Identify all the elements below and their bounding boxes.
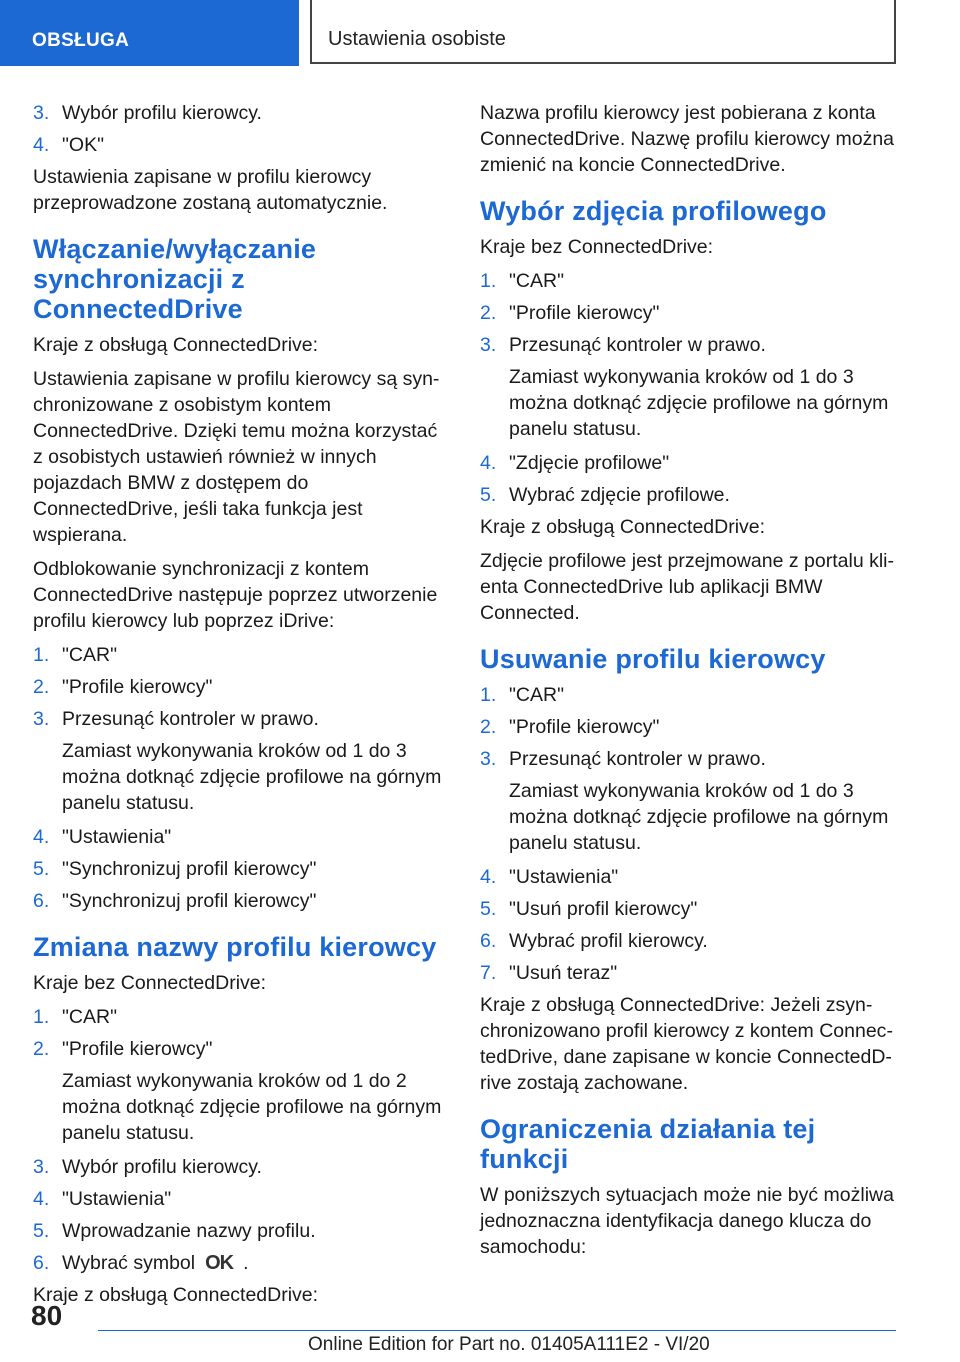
step-text: "CAR" xyxy=(62,644,118,666)
paragraph: Odblokowanie synchronizacji z kontem ConnectedDrive następuje poprzez utworzenie profilu kierowcy lub poprzez iDrive: xyxy=(33,558,438,632)
footer-edition: Online Edition for Part no. 01405A111E2 - VI/20 xyxy=(308,1334,710,1355)
paragraph: Kraje z obsługą ConnectedDrive: xyxy=(33,1284,319,1306)
paragraph: Ustawienia zapisane w profilu kierowcy są synchronizowane z osobistym kontem ConnectedDrive. Dzięki temu można korzystać z osobistych ustawień również w innych pojazdach BMW z dostępem do ConnectedDrive, jeśli taka funkcja jest wspierana. xyxy=(33,368,440,546)
list-item xyxy=(33,706,448,732)
step-number: 1. xyxy=(33,644,50,666)
step-number: 4. xyxy=(33,134,50,156)
step-text: "Usuń profil kierowcy" xyxy=(509,898,698,920)
list-item xyxy=(33,1036,448,1062)
step-text: Przesunąć kontroler w prawo. xyxy=(509,334,766,356)
step-number: 6. xyxy=(33,1252,50,1274)
list-item xyxy=(480,864,900,890)
list-item xyxy=(480,300,900,326)
step-number: 6. xyxy=(33,890,50,912)
step-number: 7. xyxy=(480,962,497,984)
section-heading-photo: Wybór zdjęcia profilowego xyxy=(480,196,827,226)
step-number: 4. xyxy=(480,452,497,474)
step-number: 2. xyxy=(33,1038,50,1060)
step-note: Zamiast wykonywania kroków od 1 do 2 można dotknąć zdjęcie profilowe na górnym panelu statusu. xyxy=(62,1070,442,1144)
step-text: "Profile kierowcy" xyxy=(509,716,660,738)
right-column xyxy=(480,100,900,1268)
list-item xyxy=(33,674,448,700)
paragraph: Kraje z obsługą ConnectedDrive: Jeżeli zsynchronizowano profil kierowcy z kontem ConnectedDrive, dane zapisane w koncie ConnectedDrive zostają zachowane. xyxy=(480,994,893,1094)
list-item xyxy=(480,682,900,708)
step-text: "Profile kierowcy" xyxy=(62,1038,213,1060)
step-text: Przesunąć kontroler w prawo. xyxy=(62,708,319,730)
list-item xyxy=(33,824,448,850)
step-text: Przesunąć kontroler w prawo. xyxy=(509,748,766,770)
step-number: 5. xyxy=(480,484,497,506)
paragraph: Zdjęcie profilowe jest przejmowane z portalu klienta ConnectedDrive lub aplikacji BMW Connected. xyxy=(480,550,895,624)
step-number: 3. xyxy=(480,334,497,356)
step-number: 4. xyxy=(33,826,50,848)
step-note: Zamiast wykonywania kroków od 1 do 3 można dotknąć zdjęcie profilowe na górnym panelu statusu. xyxy=(509,780,889,854)
list-item xyxy=(33,1154,448,1180)
list-item xyxy=(33,1250,448,1276)
paragraph: Kraje bez ConnectedDrive: xyxy=(480,236,714,258)
step-text: Wybrać zdjęcie profilowe. xyxy=(509,484,730,506)
list-item xyxy=(480,746,900,772)
ok-symbol-icon: OK xyxy=(205,1252,234,1274)
step-text-with-symbol xyxy=(62,1250,448,1276)
list-item xyxy=(480,714,900,740)
footer-divider xyxy=(98,1330,896,1331)
period: . xyxy=(243,1252,249,1274)
step-text: "Profile kierowcy" xyxy=(62,676,213,698)
step-text: "Synchronizuj profil kierowcy" xyxy=(62,890,317,912)
step-note: Zamiast wykonywania kroków od 1 do 3 można dotknąć zdjęcie profilowe na górnym panelu statusu. xyxy=(62,740,442,814)
list-item xyxy=(480,332,900,358)
list-item xyxy=(480,960,900,986)
step-number: 3. xyxy=(480,748,497,770)
list-item xyxy=(480,928,900,954)
step-text: "CAR" xyxy=(509,684,565,706)
section-tab: OBSŁUGA xyxy=(0,0,299,66)
list-item xyxy=(33,1004,448,1030)
page-number: 80 xyxy=(31,1300,63,1331)
section-heading-sync: Włączanie/wyłączanie synchronizacji z ConnectedDrive xyxy=(33,234,317,324)
list-item xyxy=(33,100,448,126)
step-number: 1. xyxy=(480,684,497,706)
step-number: 4. xyxy=(33,1188,50,1210)
paragraph: Kraje bez ConnectedDrive: xyxy=(33,972,267,994)
step-text: "Zdjęcie profilowe" xyxy=(509,452,670,474)
step-note: Zamiast wykonywania kroków od 1 do 3 można dotknąć zdjęcie profilowe na górnym panelu statusu. xyxy=(509,366,889,440)
step-text: Wybrać profil kierowcy. xyxy=(509,930,708,952)
list-item xyxy=(480,268,900,294)
step-number: 3. xyxy=(33,102,50,124)
paragraph: Kraje z obsługą ConnectedDrive: xyxy=(33,334,319,356)
section-heading-delete: Usuwanie profilu kierowcy xyxy=(480,644,826,674)
step-text: "Synchronizuj profil kierowcy" xyxy=(62,858,317,880)
list-item xyxy=(480,896,900,922)
step-text: "CAR" xyxy=(62,1006,118,1028)
step-text: "CAR" xyxy=(509,270,565,292)
left-column xyxy=(33,100,448,1316)
section-heading-limits: Ograniczenia działania tej funkcji xyxy=(480,1114,816,1174)
list-item xyxy=(480,482,900,508)
step-number: 2. xyxy=(33,676,50,698)
list-item xyxy=(33,856,448,882)
step-text: "Ustawienia" xyxy=(62,1188,172,1210)
step-number: 6. xyxy=(480,930,497,952)
step-number: 4. xyxy=(480,866,497,888)
step-text: "OK" xyxy=(62,134,105,156)
list-item xyxy=(33,642,448,668)
step-text: "Ustawienia" xyxy=(509,866,619,888)
paragraph: Nazwa profilu kierowcy jest pobierana z konta ConnectedDrive. Nazwę profilu kierowcy można zmienić na koncie ConnectedDrive. xyxy=(480,102,895,176)
list-item xyxy=(33,1186,448,1212)
section-heading-rename: Zmiana nazwy profilu kierowcy xyxy=(33,932,437,962)
list-item xyxy=(480,450,900,476)
step-number: 5. xyxy=(480,898,497,920)
list-item xyxy=(33,888,448,914)
step-number: 3. xyxy=(33,708,50,730)
step-number: 5. xyxy=(33,1220,50,1242)
step-number: 5. xyxy=(33,858,50,880)
step-text: Wybrać symbol xyxy=(62,1252,196,1274)
step-text: "Usuń teraz" xyxy=(509,962,618,984)
step-number: 1. xyxy=(33,1006,50,1028)
step-text: "Profile kierowcy" xyxy=(509,302,660,324)
page-header-title: Ustawienia osobiste xyxy=(310,0,896,64)
step-number: 2. xyxy=(480,716,497,738)
list-item xyxy=(33,132,448,158)
step-number: 1. xyxy=(480,270,497,292)
paragraph: W poniższych sytuacjach może nie być możliwa jednoznaczna identyfikacja danego klucza do samochodu: xyxy=(480,1184,894,1258)
list-item xyxy=(33,1218,448,1244)
paragraph: Ustawienia zapisane w profilu kierowcy przeprowadzone zostaną automatycznie. xyxy=(33,166,388,214)
step-text: Wprowadzanie nazwy profilu. xyxy=(62,1220,316,1242)
step-number: 3. xyxy=(33,1156,50,1178)
step-text: "Ustawienia" xyxy=(62,826,172,848)
step-number: 2. xyxy=(480,302,497,324)
step-text: Wybór profilu kierowcy. xyxy=(62,102,262,124)
step-text: Wybór profilu kierowcy. xyxy=(62,1156,262,1178)
paragraph: Kraje z obsługą ConnectedDrive: xyxy=(480,516,766,538)
